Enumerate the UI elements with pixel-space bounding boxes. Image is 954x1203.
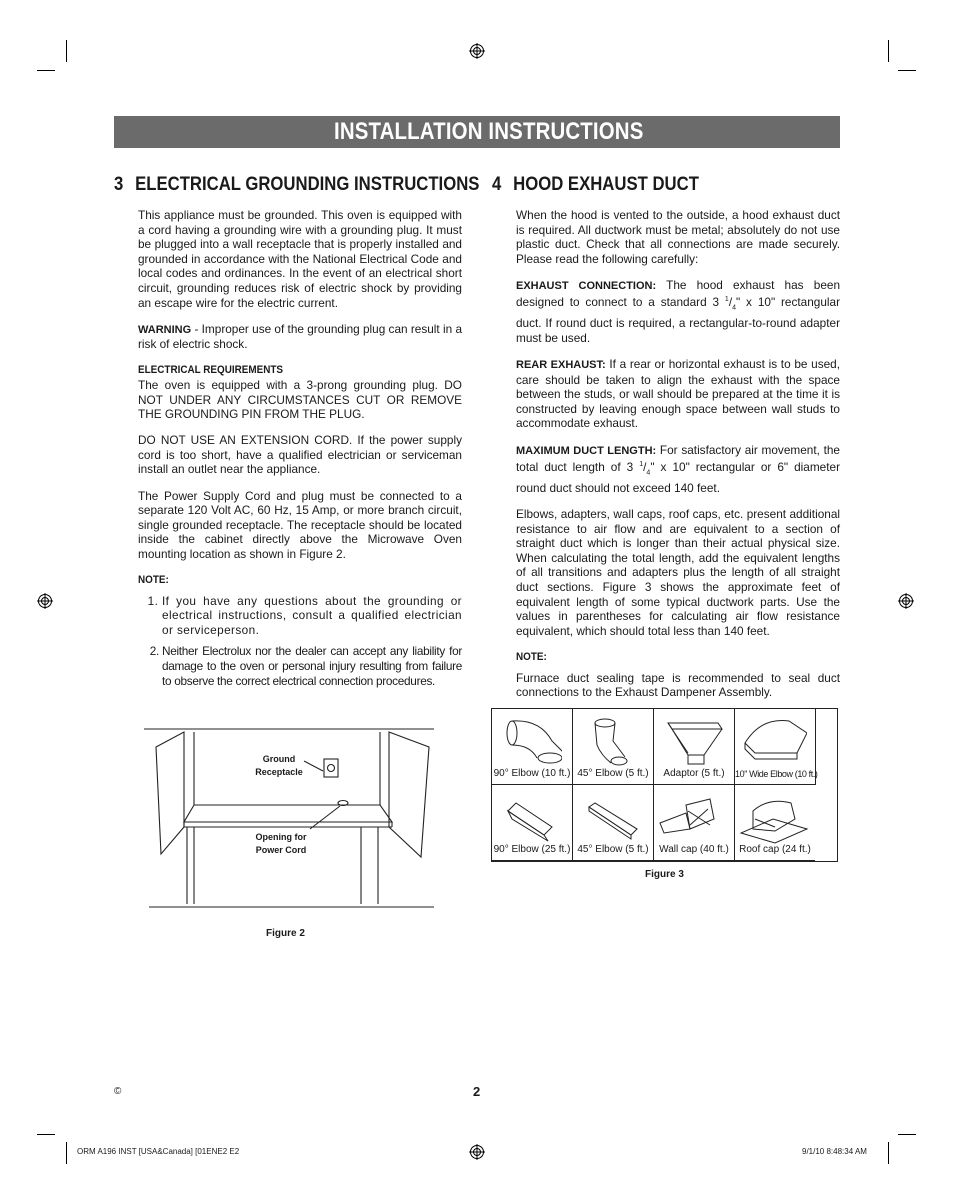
part-label: Roof cap (24 ft.) [739,844,811,855]
banner-title: INSTALLATION INSTRUCTIONS [334,118,644,145]
label: MAXIMUM DUCT LENGTH: [516,444,657,457]
registration-mark-icon [469,1144,485,1160]
text: " x 10" rectangular duct. If round duct is required, a rectangular-to-round adapter must be used. [516,295,841,345]
paragraph: When the hood is vented to the outside, a hood exhaust duct is required. All ductwork must be metal; absolutely do not use plastic duct. Check that all connections are made securely. Please read the following carefully: [516,208,840,266]
part-label: Adaptor (5 ft.) [663,768,725,779]
crop-mark [898,70,916,71]
round-90-elbow-icon [502,713,562,768]
registration-mark-icon [469,43,485,59]
label: REAR EXHAUST: [516,359,606,372]
section-3-body [138,208,462,695]
part-cell [735,709,816,785]
label-line: Ground [262,754,296,764]
note-paragraph [138,573,462,588]
section-4-title [492,174,699,196]
note-list [138,594,462,689]
page-banner [114,116,840,148]
label-line: Opening for [255,832,307,842]
wall-cap-icon [658,789,724,844]
figure-2-caption: Figure 2 [266,928,305,939]
paragraph: Furnace duct sealing tape is recommended to seal duct connections to the Exhaust Dampener Assembly. [516,670,840,700]
section-heading: HOOD EXHAUST DUCT [513,174,699,195]
ductwork-parts-table [491,708,838,862]
part-cell [492,785,573,861]
opening-power-cord-label [244,831,318,857]
rect-90-elbow-icon [502,789,562,844]
part-cell [654,785,735,861]
registration-mark-icon [898,593,914,609]
registration-mark-icon [37,593,53,609]
part-cell [573,785,654,861]
paragraph: The Power Supply Cord and plug must be connected to a separate 120 Volt AC, 60 Hz, 15 Amp, or more branch circuit, single grounded receptacle. The receptacle should be located inside the cabinet directly above the Microwave Oven mounting location as shown in Figure 2. [138,488,462,561]
warning-paragraph [138,322,462,352]
crop-mark [37,1134,55,1135]
warning-text: - Improper use of the grounding plug can result in a risk of electric shock. [138,321,463,352]
fraction-numerator: 1 [724,296,729,304]
paragraph: This appliance must be grounded. This oven is equipped with a cord having a grounding wire with a grounding plug. It must be plugged into a wall receptacle that is properly installed and grounded in accordance with the National Electrical Code and local codes and ordinances. In the event of an electrical short circuit, grounding reduces risk of electric shock by providing an escape wire for the electric current. [138,208,462,310]
part-cell [573,709,654,785]
part-cell [735,785,815,861]
label-line: Power Cord [255,845,307,855]
paragraph: EXHAUST CONNECTION: The hood exhaust has been designed to connect to a standard 3 $^1/_4$" x 10" rectangular duct. If round duct is required, a rectangular-to-round adapter must be used. [516,277,841,345]
list-item: 1. If you have any questions about the grounding or electrical instructions, consult a qualified electrician or serviceperson. [162,594,462,638]
paragraph-text: The oven is equipped with a 3-prong grounding plug. DO NOT UNDER ANY CIRCUMSTANCES CUT OR REMOVE THE GROUNDING PIN FROM THE PLUG. [138,377,462,422]
paragraph: Elbows, adapters, wall caps, roof caps, etc. present additional resistance to air flow and are equivalent to a section of straight duct which is longer than their actual physical size. When calculating the total length, add the equivalent lengths of all transitions and adapters plus the length of all straight duct sections. Figure 3 shows the approximate feet of equivalent length of some typical ductwork parts. Use the values in parentheses for calculating air flow resistance equivalent, which should total less than 140 feet. [516,507,840,638]
fraction-denominator: 4 [732,304,737,312]
crop-mark [66,1142,67,1164]
document-code: ORM A196 INST [USA&Canada] [01ENE2 E2 [77,1147,240,1156]
crop-mark [898,1134,916,1135]
adaptor-icon [664,713,724,768]
crop-mark [888,1142,889,1164]
note-paragraph [516,650,840,665]
part-cell [492,709,573,785]
text: The hood exhaust has been designed to connect to a standard 3 [516,277,840,310]
paragraph [516,357,840,431]
crop-mark [888,40,889,62]
warning-label: WARNING [138,323,192,336]
label-line: Receptacle [255,767,303,777]
section-number: 3 [114,174,124,195]
note-heading: NOTE: [138,573,169,586]
figure-3-caption: Figure 3 [645,869,684,880]
text: If a rear or horizontal exhaust is to be used, care should be taken to align the exhaust with the space between the studs, or wall should be prepared at the time it is constructed by leaving enough space between wall studs to accommodate exhaust. [516,357,840,431]
part-label: 90° Elbow (25 ft.) [493,844,571,855]
fraction-numerator: 1 [639,461,644,469]
part-label: 10" Wide Elbow (10 ft.) [735,769,818,779]
fraction-denominator: 4 [646,469,651,477]
subheading: ELECTRICAL REQUIREMENTS [138,364,284,377]
ground-receptacle-label [246,753,312,779]
round-45-elbow-icon [583,713,643,768]
part-label: 90° Elbow (10 ft.) [493,768,571,779]
section-heading: ELECTRICAL GROUNDING INSTRUCTIONS [135,174,480,195]
paragraph [138,363,462,421]
crop-mark [37,70,55,71]
section-3-title [114,174,479,196]
part-label: Wall cap (40 ft.) [659,844,729,855]
section-4-body [516,208,840,711]
wide-elbow-icon [741,713,807,768]
part-cell [654,709,735,785]
part-label: 45° Elbow (5 ft.) [577,844,649,855]
text: " x 10" rectangular or 6" diameter round duct should not exceed 140 feet. [516,460,840,495]
list-item: 2. Neither Electrolux nor the dealer can accept any liability for damage to the oven or personal injury resulting from failure to observe the correct electrical connection procedures. [162,644,462,688]
print-timestamp: 9/1/10 8:48:34 AM [802,1147,867,1156]
part-label: 45° Elbow (5 ft.) [577,768,649,779]
rect-45-elbow-icon [583,789,643,844]
label: EXHAUST CONNECTION: [516,279,657,292]
paragraph: MAXIMUM DUCT LENGTH: For satisfactory air movement, the total duct length of 3 $^1/_4$" x 10" rectangular or 6" diameter round duct should not exceed 140 feet. [516,442,840,495]
paragraph: DO NOT USE AN EXTENSION CORD. If the power supply cord is too short, have a qualified electrician or serviceman install an outlet near the appliance. [138,433,462,477]
page-number: 2 [473,1084,481,1099]
roof-cap-icon [739,789,809,844]
copyright-symbol: © [114,1086,122,1097]
note-heading: NOTE: [516,650,547,663]
crop-mark [66,40,67,62]
section-number: 4 [492,174,502,195]
text: For satisfactory air movement, the total duct length of 3 [516,442,840,475]
